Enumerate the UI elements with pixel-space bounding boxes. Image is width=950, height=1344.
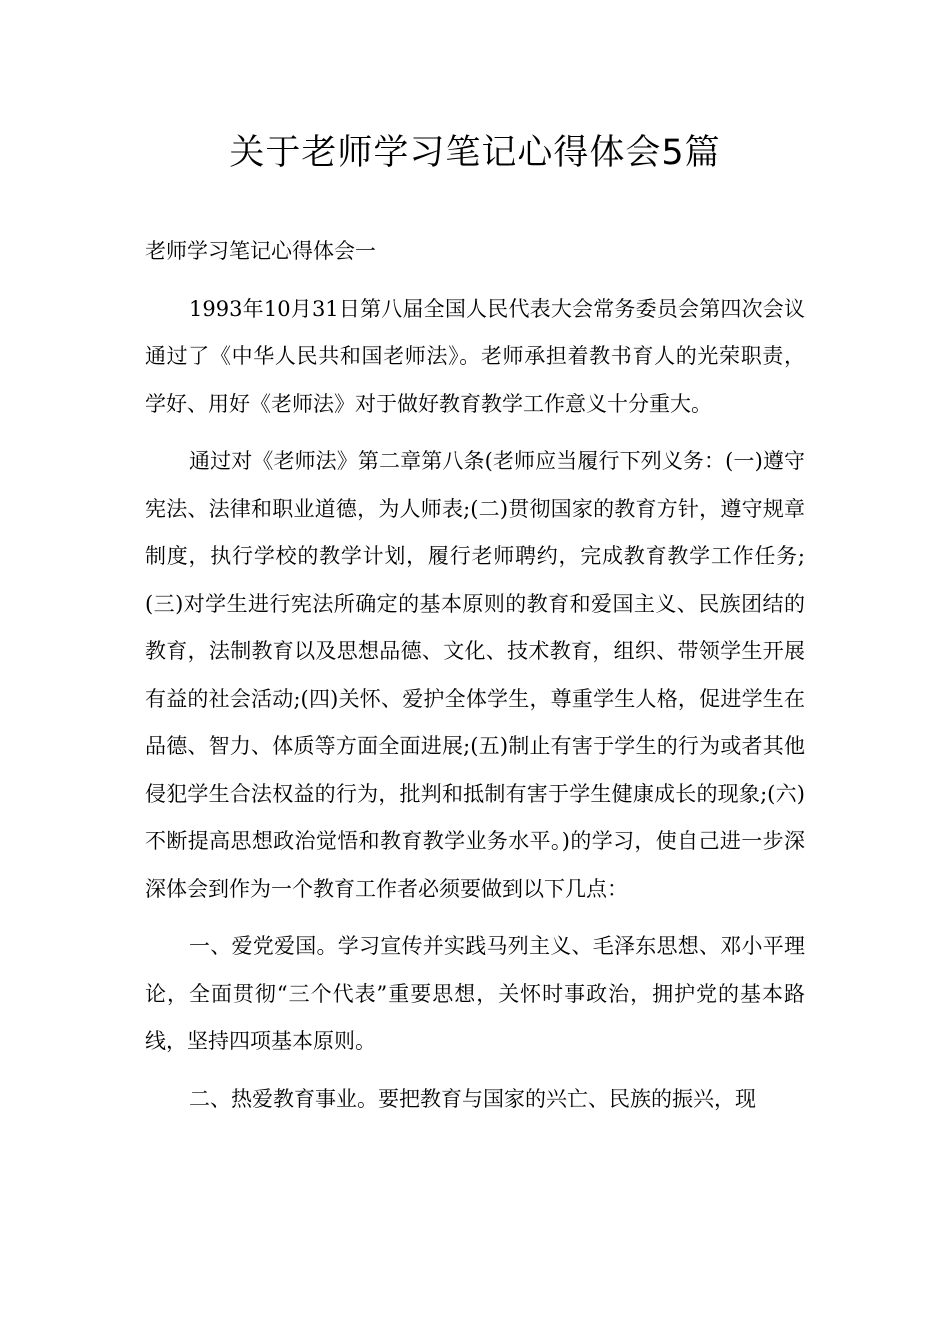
document-title: 关于老师学习笔记心得体会5篇 (229, 133, 721, 173)
paragraph-3: 一、爱党爱国。学习宣传并实践马列主义、毛泽东思想、邓小平理论，全面贯彻“三个代表”重要思想，关怀时事政治，拥护党的基本路线，坚持四项基本原则。 (145, 934, 805, 1053)
document-body (145, 228, 805, 1133)
paragraph-2: 通过对《老师法》第二章第八条(老师应当履行下列义务：(一)遵守宪法、法律和职业道德，为人师表;(二)贯彻国家的教育方针，遵守规章制度，执行学校的教学计划，履行老师聘约，完成教育教学工作任务;(三)对学生进行宪法所确定的基本原则的教育和爱国主义、民族团结的教育，法制教育以及思想品德、文化、技术教育，组织、带领学生开展有益的社会活动;(四)关怀、爱护全体学生，尊重学生人格，促进学生在品德、智力、体质等方面全面进展;(五)制止有害于学生的行为或者其他侵犯学生合法权益的行为，批判和抵制有害于学生健康成长的现象;(六)不断提高思想政治觉悟和教育教学业务水平。)的学习，使自己进一步深深体会到作为一个教育工作者必须要做到以下几点： (145, 449, 805, 901)
paragraph-4: 二、热爱教育事业。要把教育与国家的兴亡、民族的振兴，现 (189, 1086, 756, 1111)
paragraph-1: 1993年10月31日第八届全国人民代表大会常务委员会第四次会议通过了《中华人民共和国老师法》。老师承担着教书育人的光荣职责，学好、用好《老师法》对于做好教育教学工作意义十分重大。 (145, 296, 805, 416)
section-heading: 老师学习笔记心得体会一 (145, 239, 376, 263)
